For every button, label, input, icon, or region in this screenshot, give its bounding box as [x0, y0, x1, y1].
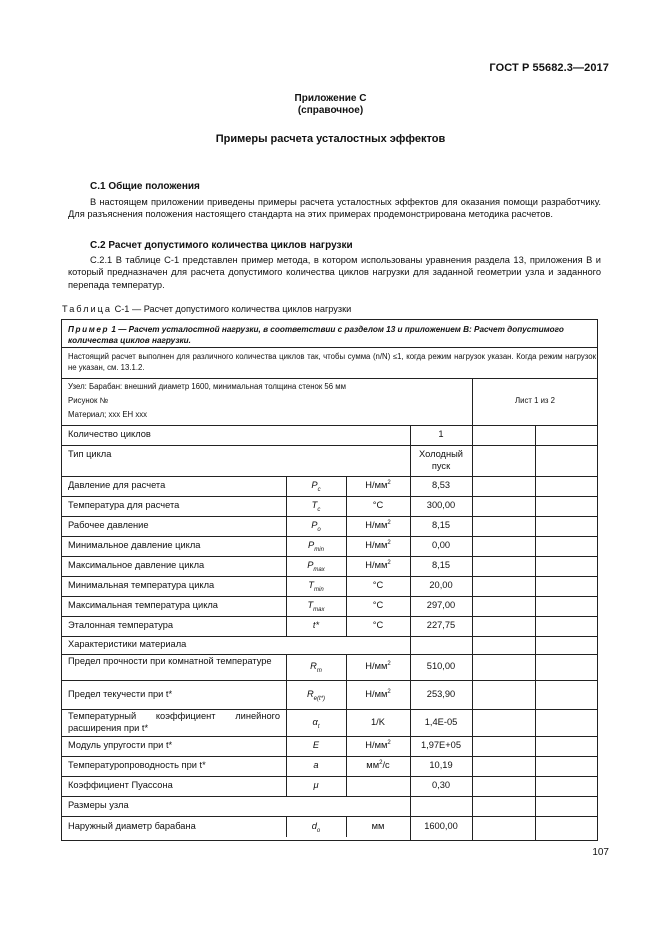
- row-label: Температурный коэффициент линейного расширения при t*: [68, 711, 280, 733]
- row-symbol: $d_o$: [311, 820, 321, 834]
- row-value: 227,75: [426, 620, 456, 631]
- grid-line: [286, 536, 287, 556]
- row-symbol: $R_{e(t*)}$: [306, 688, 326, 702]
- section-paragraph-c2: С.2.1 В таблице С-1 представлен пример метода, в котором использованы уравнения раздела 13, приложения В и который предназначен для расчета допустимого количества циклов нагрузки для заданной геометрии узла и заданного перепада температур.: [68, 255, 601, 290]
- row-unit: $Н/мм^2$: [365, 661, 391, 672]
- row-symbol: $\alpha_t$: [312, 716, 320, 730]
- row-unit: $мм^2/с$: [366, 760, 390, 771]
- row-unit: °С: [372, 580, 384, 591]
- row-label: Размеры узла: [68, 800, 129, 811]
- row-unit: $Н/мм^2$: [365, 740, 391, 751]
- row-value: 10,19: [429, 760, 453, 771]
- grid-line: [286, 816, 287, 837]
- grid-line: [61, 596, 598, 597]
- grid-line: [61, 347, 598, 348]
- row-label: Предел прочности при комнатной температуре: [68, 655, 272, 666]
- grid-line: [535, 425, 536, 841]
- row-value: 297,00: [426, 600, 456, 611]
- row-label: Рабочее давление: [68, 520, 149, 531]
- grid-line: [61, 378, 598, 379]
- grid-line: [61, 496, 598, 497]
- row-unit: $Н/мм^2$: [365, 540, 391, 551]
- row-value: Холодный пуск: [419, 449, 463, 471]
- row-symbol: $T_{max}$: [307, 600, 325, 614]
- grid-line: [61, 616, 598, 617]
- annex-subtitle: (справочное): [297, 105, 364, 116]
- row-unit: $Н/мм^2$: [365, 480, 391, 491]
- grid-line: [286, 576, 287, 596]
- row-value: 8,53: [431, 480, 451, 491]
- grid-line: [61, 736, 598, 737]
- row-unit: °С: [372, 500, 384, 511]
- row-symbol: t*: [312, 620, 320, 631]
- page-number: 107: [592, 847, 609, 858]
- grid-line: [286, 476, 287, 496]
- grid-line: [61, 445, 598, 446]
- row-value: 510,00: [426, 661, 456, 672]
- row-symbol: E: [312, 740, 320, 751]
- row-symbol: $P_{min}$: [308, 540, 324, 554]
- example-title: Пример 1 — Расчет усталостной нагрузки, в соответствии с разделом 13 и приложением В: Расчет допустимого количества циклов нагрузки.: [68, 325, 564, 345]
- grid-line: [286, 516, 287, 536]
- row-label: Эталонная температура: [68, 620, 174, 631]
- row-symbol: $P_{max}$: [307, 560, 325, 574]
- grid-line: [61, 476, 598, 477]
- grid-line: [286, 556, 287, 576]
- grid-line: [472, 378, 473, 425]
- grid-line: [286, 596, 287, 616]
- row-label: Минимальное давление цикла: [68, 540, 201, 551]
- grid-line: [61, 536, 598, 537]
- row-unit: мм: [371, 820, 385, 831]
- section-heading-c2: С.2 Расчет допустимого количества циклов нагрузки: [90, 240, 353, 251]
- row-symbol: μ: [313, 780, 319, 791]
- node-description: Узел: Барабан: внешний диаметр 1600, минимальная толщина стенок 56 мм: [68, 382, 346, 391]
- grid-line: [61, 556, 598, 557]
- row-unit: °С: [372, 600, 384, 611]
- grid-line: [61, 816, 598, 817]
- figure-number: Рисунок №: [68, 396, 108, 405]
- row-value: 0,30: [431, 780, 451, 791]
- section-heading-c1: С.1 Общие положения: [90, 181, 200, 192]
- row-symbol: a: [313, 760, 319, 771]
- row-unit: $Н/мм^2$: [365, 688, 391, 699]
- row-symbol: $T_{min}$: [308, 580, 324, 594]
- row-value: 1600,00: [424, 820, 458, 831]
- row-unit: $Н/мм^2$: [365, 520, 391, 531]
- row-value: 0,00: [431, 540, 451, 551]
- row-label: Давление для расчета: [68, 480, 166, 491]
- row-unit: 1/K: [371, 716, 385, 727]
- row-symbol: $T_c$: [311, 500, 321, 514]
- row-label: Тип цикла: [68, 449, 112, 459]
- page-title: Примеры расчета усталостных эффектов: [215, 133, 446, 145]
- row-value: 253,90: [426, 688, 456, 699]
- grid-line: [346, 776, 347, 796]
- row-value: 1,97E+05: [420, 740, 462, 751]
- row-unit: $Н/мм^2$: [365, 560, 391, 571]
- grid-line: [286, 709, 287, 736]
- sheet-number: Лист 1 из 2: [514, 396, 556, 405]
- row-label: Максимальное давление цикла: [68, 560, 205, 571]
- grid-line: [61, 709, 598, 710]
- grid-line: [61, 776, 598, 777]
- grid-line: [286, 776, 287, 796]
- grid-line: [286, 496, 287, 516]
- grid-line: [286, 654, 287, 680]
- material: Материал; ххх ЕН ххх: [68, 410, 148, 419]
- row-value: 8,15: [431, 520, 451, 531]
- row-symbol: $R_m$: [310, 661, 322, 675]
- table-caption: Таблица С-1 — Расчет допустимого количества циклов нагрузки: [62, 304, 352, 314]
- row-label: Характеристики материала: [68, 639, 187, 650]
- grid-line: [61, 576, 598, 577]
- example-note: Настоящий расчет выполнен для различного количества циклов так, чтобы сумма (n/N) ≤1, когда режим нагрузок указан. Когда режим нагрузок не указан, см. 13.1.2.: [68, 352, 596, 372]
- row-value: 8,15: [431, 560, 451, 571]
- row-label: Наружный диаметр барабана: [68, 820, 196, 831]
- row-label: Температура для расчета: [68, 500, 180, 511]
- row-label: Минимальная температура цикла: [68, 580, 215, 591]
- row-symbol: $P_o$: [311, 520, 321, 534]
- row-symbol: $P_c$: [311, 480, 321, 494]
- row-label: Максимальная температура цикла: [68, 600, 218, 611]
- row-label: Температуропроводность при t*: [68, 760, 206, 771]
- grid-line: [61, 425, 598, 426]
- grid-line: [61, 516, 598, 517]
- standard-number: ГОСТ Р 55682.3—2017: [489, 62, 609, 74]
- row-label: Предел текучести при t*: [68, 688, 173, 699]
- row-value: 1,4E-05: [424, 716, 458, 727]
- grid-line: [61, 796, 598, 797]
- row-value: 20,00: [429, 580, 453, 591]
- grid-line: [286, 736, 287, 756]
- row-unit: °С: [372, 620, 384, 631]
- section-paragraph-c1: В настоящем приложении приведены примеры расчета усталостных эффектов для оказания помощи разработчику. Для разъяснения положения настоящего стандарта на этих примерах продемонстрирована методика расчетов.: [68, 197, 601, 220]
- row-value: 300,00: [426, 500, 456, 511]
- grid-line: [286, 756, 287, 776]
- grid-line: [472, 425, 473, 841]
- row-label: Количество циклов: [68, 429, 151, 440]
- grid-line: [61, 680, 598, 681]
- grid-line: [286, 680, 287, 709]
- row-label: Коэффициент Пуассона: [68, 780, 173, 791]
- annex-title: Приложение С: [294, 93, 367, 104]
- grid-line: [61, 756, 598, 757]
- row-label: Модуль упругости при t*: [68, 740, 173, 751]
- grid-line: [61, 636, 598, 637]
- grid-line: [286, 616, 287, 636]
- row-value: 1: [438, 429, 444, 439]
